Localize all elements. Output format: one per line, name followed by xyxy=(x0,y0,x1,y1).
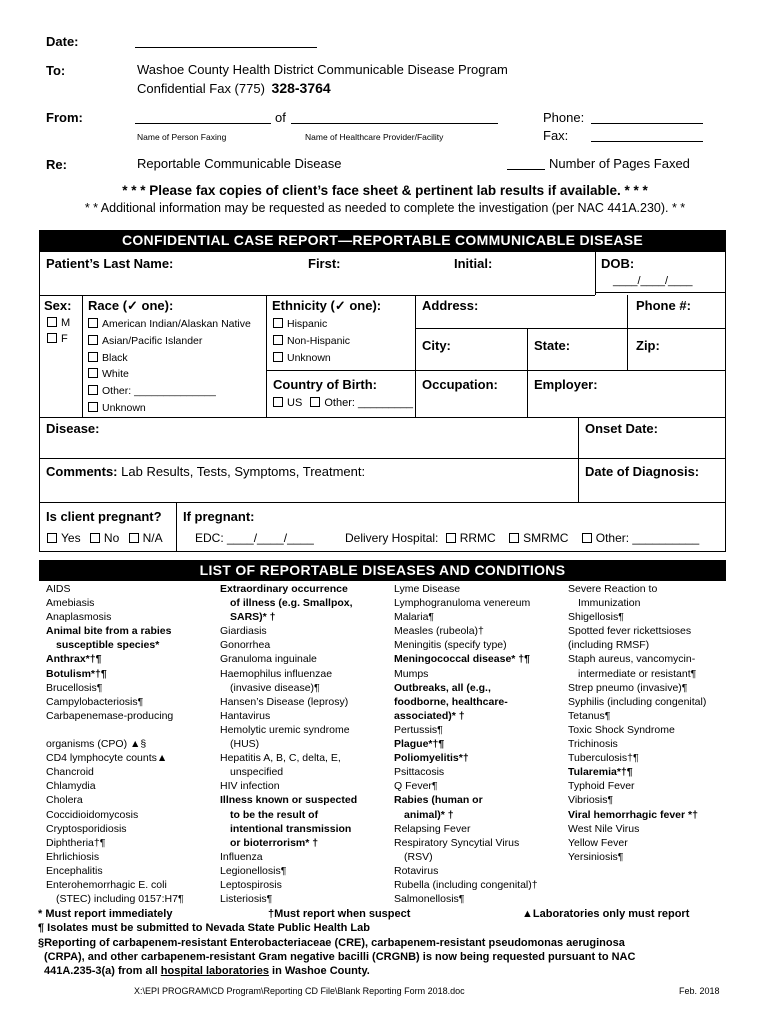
disease-list-item: of illness (e.g. Smallpox, xyxy=(230,597,353,610)
disease-list-item: Hansen’s Disease (leprosy) xyxy=(220,695,349,708)
disease-list-item: Cryptosporidiosis xyxy=(46,822,127,835)
disease-list-item: organisms (CPO) ▲§ xyxy=(46,738,147,751)
disease-list-item: foodborne, healthcare- xyxy=(394,695,508,708)
disease-list-item: Leptospirosis xyxy=(220,878,282,891)
legend-suspect: †Must report when suspect xyxy=(268,908,411,920)
race-option[interactable]: American Indian/Alaskan Native xyxy=(88,316,251,333)
employer-label: Employer: xyxy=(534,377,598,392)
zip-label: Zip: xyxy=(636,338,660,353)
disease-list-item: Granuloma inguinale xyxy=(220,653,317,666)
disease-list-item: Extraordinary occurrence xyxy=(220,583,348,595)
pages-label: Number of Pages Faxed xyxy=(549,156,690,171)
disease-list-item: Severe Reaction to xyxy=(568,583,658,595)
disease-list-item: susceptible species* xyxy=(56,639,160,652)
disease-list-item: Viral hemorrhagic fever *† xyxy=(568,808,698,821)
form-date: Feb. 2018 xyxy=(679,986,720,996)
disease-list-item: AIDS xyxy=(46,583,71,595)
disease-list-item xyxy=(46,723,184,737)
disease-list-item: Trichinosis xyxy=(568,738,618,751)
disease-list-item: Coccidioidomycosis xyxy=(46,808,139,821)
race-option[interactable]: Asian/Pacific Islander xyxy=(88,333,251,350)
to-recipient: Washoe County Health District Communicable Disease Program xyxy=(137,62,508,77)
disease-list-item: Psittacosis xyxy=(394,766,445,779)
disease-list-item: Haemophilus influenzae xyxy=(220,667,333,680)
edc-field[interactable]: EDC: ____/____/____ xyxy=(195,531,314,545)
occupation-label: Occupation: xyxy=(422,377,498,392)
from-provider-field[interactable] xyxy=(291,123,498,124)
disease-list-item: Gonorrhea xyxy=(220,639,271,652)
disease-list-item: Chancroid xyxy=(46,766,94,779)
disease-list-item: Measles (rubeola)† xyxy=(394,625,484,638)
disease-list-item: Botulism*†¶ xyxy=(46,667,107,680)
disease-list-item: Shigellosis¶ xyxy=(568,611,624,624)
disease-list-item: (STEC) including 0157:H7¶ xyxy=(56,893,184,906)
disease-list-item: Meningococcal disease* †¶ xyxy=(394,653,530,666)
legend-immediately: * Must report immediately xyxy=(38,908,173,920)
onset-date-label: Onset Date: xyxy=(585,421,658,436)
hospital-rrmc[interactable]: RRMC xyxy=(446,531,496,545)
disease-list-item: Influenza xyxy=(220,850,263,863)
phone-number-label: Phone #: xyxy=(636,298,691,313)
ethnicity-option[interactable]: Unknown xyxy=(273,350,350,367)
checkbox-icon xyxy=(47,317,57,327)
country-of-birth-label: Country of Birth: xyxy=(273,377,377,392)
race-option[interactable]: White xyxy=(88,366,251,383)
disease-list-item: Lyme Disease xyxy=(394,583,461,595)
disease-list-item: Q Fever¶ xyxy=(394,780,438,793)
re-label: Re: xyxy=(46,157,67,172)
disease-list-item: Outbreaks, all (e.g., xyxy=(394,681,491,694)
disease-list-item: or bioterrorism* † xyxy=(230,836,319,849)
disease-list-item: Anaplasmosis xyxy=(46,611,112,624)
race-label: Race (✓ one): xyxy=(88,298,174,313)
of-label: of xyxy=(275,110,286,125)
date-of-diagnosis-label: Date of Diagnosis: xyxy=(585,464,700,479)
disease-list-item: animal)* † xyxy=(404,808,454,821)
disease-list-item: Tuberculosis†¶ xyxy=(568,752,639,765)
disease-list-item: intermediate or resistant¶ xyxy=(578,667,697,680)
pregnant-question: Is client pregnant? xyxy=(46,509,162,524)
disease-column-2 xyxy=(220,582,357,906)
fax-prefix: Confidential Fax (775) xyxy=(137,81,265,96)
disease-list-band: LIST OF REPORTABLE DISEASES AND CONDITIONS xyxy=(39,560,726,581)
name-provider-caption: Name of Healthcare Provider/Facility xyxy=(305,132,444,142)
race-option[interactable]: Unknown xyxy=(88,400,251,417)
disease-column-4 xyxy=(568,582,706,864)
disease-list-item: Rabies (human or xyxy=(394,794,483,807)
disease-list-item: Illness known or suspected xyxy=(220,794,358,807)
re-value: Reportable Communicable Disease xyxy=(137,156,342,171)
pregnant-yes[interactable]: Yes xyxy=(47,531,81,545)
disease-label: Disease: xyxy=(46,421,100,436)
disease-list-item: Poliomyelitis*† xyxy=(394,752,469,765)
fax-number: 328-3764 xyxy=(271,80,331,96)
disease-list-item: Syphilis (including congenital) xyxy=(568,695,707,708)
disease-list-item: Giardiasis xyxy=(220,625,267,638)
disease-list-item: Respiratory Syncytial Virus xyxy=(394,836,520,849)
disease-list-item: Spotted fever rickettsioses xyxy=(568,625,692,638)
sex-label: Sex: xyxy=(44,298,72,313)
country-us[interactable]: US xyxy=(273,397,302,409)
state-label: State: xyxy=(534,338,571,353)
race-option[interactable]: Black xyxy=(88,350,251,367)
date-field[interactable] xyxy=(135,47,317,48)
notice-additional-info: * * Additional information may be requested as needed to complete the investigation (per NAC 441A.230). * * xyxy=(84,201,686,215)
disease-list-item: associated)* † xyxy=(394,709,465,722)
if-pregnant-label: If pregnant: xyxy=(183,509,255,524)
disease-list-item: Campylobacteriosis¶ xyxy=(46,695,144,708)
disease-list-item: Strep pneumo (invasive)¶ xyxy=(568,681,688,694)
disease-list-item: Legionellosis¶ xyxy=(220,864,287,877)
hospital-laboratories-link: hospital laboratories xyxy=(160,965,269,977)
disease-list-item: Hantavirus xyxy=(220,709,271,722)
ethnicity-option[interactable]: Non-Hispanic xyxy=(273,333,350,350)
ethnicity-options xyxy=(273,316,350,366)
disease-list-item: intentional transmission xyxy=(230,822,352,835)
to-fax xyxy=(137,80,331,96)
pages-field[interactable] xyxy=(507,169,545,170)
from-label: From: xyxy=(46,110,83,125)
disease-list-item: Diphtheria†¶ xyxy=(46,836,106,849)
disease-column-3 xyxy=(394,582,538,906)
disease-list-item: Hemolytic uremic syndrome xyxy=(220,723,350,736)
hospital-smrmc[interactable]: SMRMC xyxy=(509,531,568,545)
disease-list-item: Animal bite from a rabies xyxy=(46,625,172,638)
last-name-label: Patient’s Last Name: xyxy=(46,256,174,271)
disease-list-item: Meningitis (specify type) xyxy=(394,639,507,652)
disease-list-item: Yellow Fever xyxy=(568,836,628,849)
race-option[interactable]: Other: ______________ xyxy=(88,383,251,400)
disease-list-item: Listeriosis¶ xyxy=(220,893,273,906)
hospital-other[interactable]: Other: __________ xyxy=(582,531,699,545)
disease-list-item: Pertussis¶ xyxy=(394,723,443,736)
disease-list-item: Anthrax*†¶ xyxy=(46,653,102,666)
from-name-field[interactable] xyxy=(135,123,271,124)
race-options xyxy=(88,316,251,417)
disease-list-item: Salmonellosis¶ xyxy=(394,893,465,906)
dob-field[interactable]: ____/____/____ xyxy=(613,275,693,287)
disease-list-item: Plague*†¶ xyxy=(394,738,445,751)
carbapenem-note-line3: 441A.235-3(a) from all hospital laboratories in Washoe County. xyxy=(44,965,370,977)
disease-list-item: Vibriosis¶ xyxy=(568,794,614,807)
disease-list-item: Toxic Shock Syndrome xyxy=(568,723,675,736)
disease-list-item: Staph aureus, vancomycin- xyxy=(568,653,696,666)
disease-list-item: Lymphogranuloma venereum xyxy=(394,597,531,610)
disease-list-item: Mumps xyxy=(394,667,429,680)
sex-option-m[interactable]: M xyxy=(47,317,70,329)
pregnant-options xyxy=(47,531,163,545)
pregnant-no[interactable]: No xyxy=(90,531,119,545)
country-options xyxy=(273,397,413,409)
name-person-caption: Name of Person Faxing xyxy=(137,132,227,142)
checkbox-icon xyxy=(47,333,57,343)
disease-list-item: Typhoid Fever xyxy=(568,780,635,793)
phone-field[interactable] xyxy=(591,123,703,124)
legend-isolates: ¶ Isolates must be submitted to Nevada State Public Health Lab xyxy=(38,922,370,934)
disease-list-item: Chlamydia xyxy=(46,780,96,793)
fax-label: Fax: xyxy=(543,128,569,143)
disease-list-item: Enterohemorrhagic E. coli xyxy=(46,878,167,891)
legend-laboratories: ▲Laboratories only must report xyxy=(522,908,690,920)
to-label: To: xyxy=(46,63,66,78)
disease-column-1 xyxy=(46,582,184,906)
date-label: Date: xyxy=(46,34,79,49)
initial-label: Initial: xyxy=(454,256,493,271)
pregnant-na[interactable]: N/A xyxy=(129,531,163,545)
country-other[interactable]: Other: _________ xyxy=(310,397,413,409)
disease-list-item: Rubella (including congenital)† xyxy=(394,878,538,891)
file-path: X:\EPI PROGRAM\CD Program\Reporting CD File\Blank Reporting Form 2018.doc xyxy=(134,986,465,996)
disease-list-item: SARS)* † xyxy=(230,611,276,624)
disease-list-item: to be the result of xyxy=(230,808,319,821)
disease-list-item: Tularemia*†¶ xyxy=(568,766,633,779)
disease-list-item: unspecified xyxy=(230,766,284,779)
delivery-hospital: Delivery Hospital: RRMC SMRMC Other: __________ xyxy=(345,531,700,545)
disease-list-item: Immunization xyxy=(578,597,641,610)
disease-list-item: Cholera xyxy=(46,794,83,807)
sex-option-f[interactable]: F xyxy=(47,333,68,345)
disease-list-item: (including RMSF) xyxy=(568,639,650,652)
disease-list-item: (RSV) xyxy=(404,850,433,863)
dob-label: DOB: xyxy=(601,256,635,271)
disease-list-item: CD4 lymphocyte counts▲ xyxy=(46,752,168,765)
disease-list-item: Carbapenemase-producing xyxy=(46,709,174,722)
carbapenem-note-line1: §Reporting of carbapenem-resistant Enterobacteriaceae (CRE), carbapenem-resistant pseudomonas aeruginosa xyxy=(38,937,625,949)
comments-label: Comments: Lab Results, Tests, Symptoms, Treatment: xyxy=(46,464,366,479)
fax-field[interactable] xyxy=(591,141,703,142)
carbapenem-note-line2: (CRPA), and other carbapenem-resistant Gram negative bacilli (CRGNB) is now being requested pursuant to NAC xyxy=(44,951,636,963)
address-label: Address: xyxy=(422,298,479,313)
disease-list-item: Amebiasis xyxy=(46,597,95,610)
first-name-label: First: xyxy=(308,256,341,271)
phone-label: Phone: xyxy=(543,110,585,125)
city-label: City: xyxy=(422,338,451,353)
disease-list-item: Brucellosis¶ xyxy=(46,681,103,694)
disease-list-item: (HUS) xyxy=(230,738,260,751)
disease-list-item: Yersiniosis¶ xyxy=(568,850,624,863)
disease-list-item: Tetanus¶ xyxy=(568,709,611,722)
disease-list-item: Rotavirus xyxy=(394,864,439,877)
ethnicity-option[interactable]: Hispanic xyxy=(273,316,350,333)
notice-fax-copies: * * * Please fax copies of client’s face sheet & pertinent lab results if available. * * * xyxy=(122,183,648,198)
disease-list-item: Encephalitis xyxy=(46,864,103,877)
ethnicity-label: Ethnicity (✓ one): xyxy=(272,298,382,313)
disease-list-item: West Nile Virus xyxy=(568,822,640,835)
disease-list-item: Hepatitis A, B, C, delta, E, xyxy=(220,752,341,765)
disease-list-item: Malaria¶ xyxy=(394,611,435,624)
disease-list-item: (invasive disease)¶ xyxy=(230,681,320,694)
case-report-band: CONFIDENTIAL CASE REPORT—REPORTABLE COMMUNICABLE DISEASE xyxy=(39,230,726,251)
disease-list-item: Relapsing Fever xyxy=(394,822,471,835)
disease-list-item: HIV infection xyxy=(220,780,280,793)
disease-list-item: Ehrlichiosis xyxy=(46,850,100,863)
